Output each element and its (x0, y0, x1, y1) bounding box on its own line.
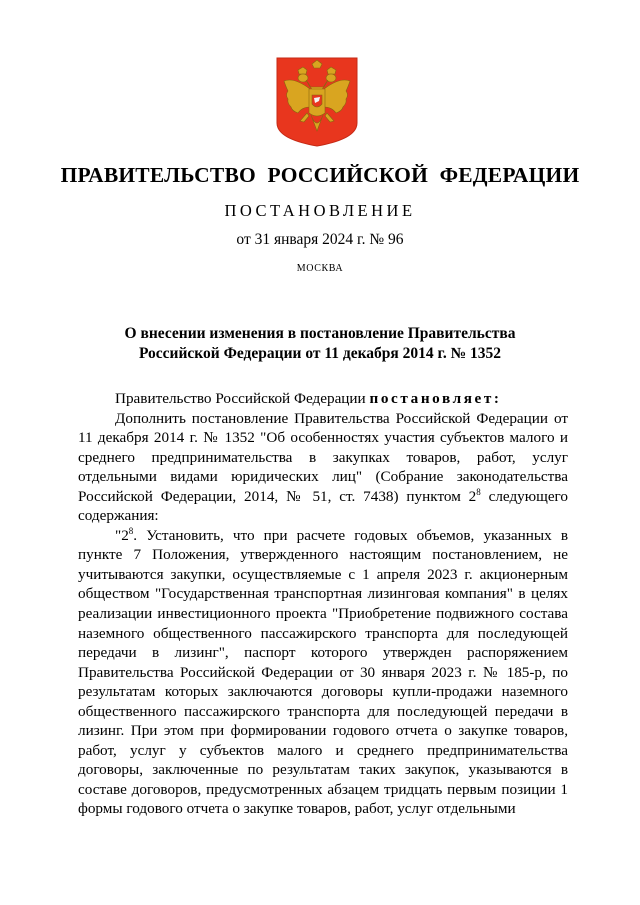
paragraph-2-text-b: следующего содержания: (78, 487, 568, 525)
body-paragraph-2 (78, 409, 568, 526)
body-paragraph-1 (78, 389, 568, 409)
coat-of-arms-icon (276, 57, 358, 147)
document-body (78, 389, 568, 819)
document-city: МОСКВА (296, 263, 344, 274)
paragraph-3-quote-open: "2 (115, 526, 129, 544)
subject-line-2: Российской Федерации от 11 декабря 2014 г. № 1352 (138, 345, 502, 362)
subject-line-1: О внесении изменения в постановление Правительства (124, 325, 516, 342)
document-subject (0, 324, 640, 364)
body-paragraph-3 (78, 526, 568, 819)
paragraph-1-text: Правительство Российской Федерации (115, 390, 370, 407)
document-type: ПОСТАНОВЛЕНИЕ (224, 201, 416, 220)
document-date-number: от 31 января 2024 г. № 96 (236, 231, 404, 248)
paragraph-3-text: . Установить, что при расчете годовых объемов, указанных в пункте 7 Положения, утвержденного настоящим постановлением, не учитываются закупки, осуществляемые с 1 апреля 2023 г. акционерным обществом "Государственная транспортная лизинговая компания" в целях реализации инвестиционного проекта "Приобретение подвижного состава наземного общественного пассажирского транспорта для последующей передачи в лизинг", паспорт которого утвержден распоряжением Правительства Российской Федерации от 30 января 2023 г. № 185-р, по результатам которых заключаются договоры купли-продажи наземного общественного пассажирского транспорта для последующей передачи в лизинг. При этом при формировании годового отчета о закупке товаров, работ, услуг у субъектов малого и среднего предпринимательства договоры, заключенные по результатам таких закупок, указываются в составе договоров, предусмотренных абзацем тридцать первым позиции 1 формы годового отчета о закупке товаров, работ, услуг отдельными (78, 526, 568, 818)
decree-word: постановляет: (369, 390, 502, 407)
paragraph-3-superscript: 8 (128, 525, 134, 536)
government-title: ПРАВИТЕЛЬСТВО РОССИЙСКОЙ ФЕДЕРАЦИИ (60, 163, 580, 187)
paragraph-2-text-a: Дополнить постановление Правительства Российской Федерации от 11 декабря 2014 г. № 1352 "Об особенностях участия субъектов малого и среднего предпринимательства в закупках товаров, работ, услуг отдельными видами юридических лиц" (Собрание законодательства Российской Федерации, 2014, № 51, ст. 7438) пунктом 2 (78, 409, 568, 505)
paragraph-2-superscript: 8 (476, 486, 481, 497)
